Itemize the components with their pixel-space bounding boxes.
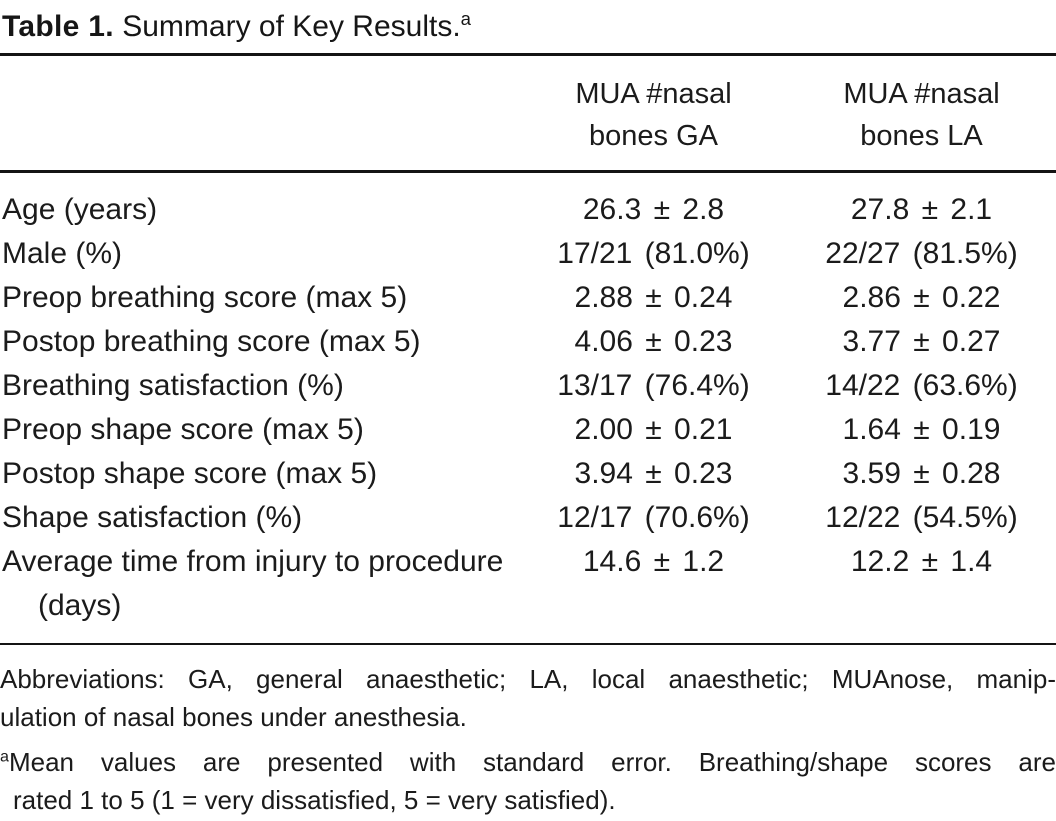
ga-value: 2.88 ± 0.24 [574,281,733,314]
table-row [0,408,1056,452]
ga-value: 14.6 ± 1.2 [582,545,725,578]
ga-value: 2.00 ± 0.21 [574,413,733,446]
ga-value: 12/17 (70.6%) [557,501,750,534]
la-value: 14/22 (63.6%) [825,369,1018,402]
table-row [0,320,1056,364]
table-row [0,540,1056,644]
table-row [0,364,1056,408]
la-value: 2.86 ± 0.22 [842,281,1001,314]
footnote-line-2: rated 1 to 5 (1 = very dissatisfied, 5 = very satisfied). [13,785,616,815]
la-value: 27.8 ± 2.1 [850,193,993,226]
header-col-ga-label: MUA #nasal bones GA [575,78,732,152]
footnote-text-1: Mean values are presented with standard error. Breathing/shape scores are [8,747,1056,777]
la-value: 1.64 ± 0.19 [842,413,1001,446]
header-row [0,55,1056,172]
table-row [0,172,1056,233]
row-label: Average time from injury to procedure (days) [2,545,504,622]
row-label: Age (years) [2,193,158,226]
abbreviations-note [0,660,1056,736]
row-label: Postop shape score (max 5) [2,457,378,490]
la-value: 3.77 ± 0.27 [842,325,1001,358]
header-col-la-label: MUA #nasal bones LA [843,78,1000,152]
table-row [0,232,1056,276]
table-title-text: Summary of Key Results. [113,10,461,43]
row-label: Preop breathing score (max 5) [2,281,408,314]
la-value: 3.59 ± 0.28 [842,457,1001,490]
abbreviations-line-2: ulation of nasal bones under anesthesia. [0,702,467,732]
row-label: Preop shape score (max 5) [2,413,364,446]
footnote-a [0,743,1056,819]
table-title-footnote-marker: a [460,8,472,29]
ga-value: 17/21 (81.0%) [557,237,750,270]
la-value: 22/27 (81.5%) [825,237,1018,270]
row-label: Shape satisfaction (%) [2,501,303,534]
header-empty-cell [0,55,520,172]
table-notes [0,660,1056,819]
footnote-marker: a [0,747,9,766]
la-value: 12.2 ± 1.4 [850,545,993,578]
footnote-line-1 [0,743,1056,781]
ga-value: 13/17 (76.4%) [557,369,750,402]
abbreviations-line-1: Abbreviations: GA, general anaesthetic; LA, local anaesthetic; MUAnose, manip- [0,664,1056,694]
table-body [0,172,1056,645]
row-label: Breathing satisfaction (%) [2,369,344,402]
ga-value: 3.94 ± 0.23 [574,457,733,490]
table-row [0,276,1056,320]
table-title [0,0,1056,53]
ga-value: 4.06 ± 0.23 [574,325,733,358]
header-col-ga [520,55,787,172]
table-header [0,55,1056,172]
row-label: Postop breathing score (max 5) [2,325,421,358]
table-number: Table 1. [2,10,114,43]
table-row [0,496,1056,540]
la-value: 12/22 (54.5%) [825,501,1018,534]
ga-value: 26.3 ± 2.8 [582,193,725,226]
results-table [0,53,1056,645]
header-col-la [787,55,1056,172]
row-label: Male (%) [2,237,123,270]
table-row [0,452,1056,496]
